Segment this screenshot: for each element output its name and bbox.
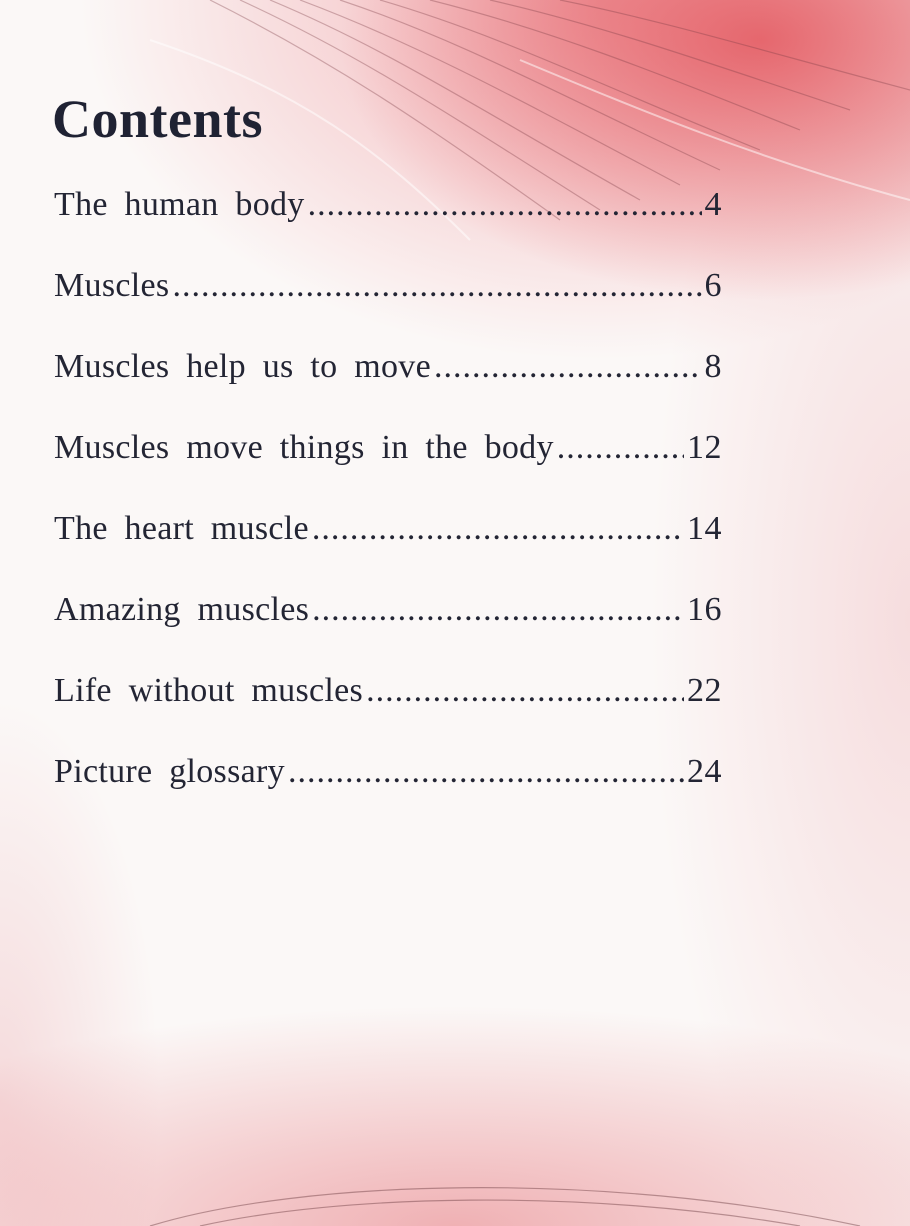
toc-entry-title: Muscles help us to move bbox=[54, 348, 431, 385]
toc-entry bbox=[54, 591, 722, 635]
toc-entry-title: Muscles move things in the body bbox=[54, 429, 554, 466]
toc-dot-leader bbox=[366, 672, 684, 710]
toc-entry bbox=[54, 510, 722, 554]
toc-entry bbox=[54, 267, 722, 311]
toc-dot-leader bbox=[308, 186, 702, 224]
toc-page-number: 4 bbox=[704, 186, 722, 223]
toc-page-number: 16 bbox=[687, 591, 722, 628]
toc-entry bbox=[54, 348, 722, 392]
toc-page-number: 8 bbox=[704, 348, 722, 385]
toc-dot-leader bbox=[288, 753, 684, 791]
toc-entry-title: The heart muscle bbox=[54, 510, 309, 547]
toc-entry-title: Amazing muscles bbox=[54, 591, 310, 628]
toc-page-number: 22 bbox=[687, 672, 722, 709]
toc-dot-leader bbox=[312, 591, 684, 629]
toc-page-number: 12 bbox=[687, 429, 722, 466]
toc-entry-title: Muscles bbox=[54, 267, 170, 304]
toc-page-number: 24 bbox=[687, 753, 722, 790]
toc-entry-title: Life without muscles bbox=[54, 672, 364, 709]
toc-entry bbox=[54, 429, 722, 473]
toc-page-number: 14 bbox=[687, 510, 722, 547]
toc-entry bbox=[54, 753, 722, 797]
toc-entry bbox=[54, 186, 722, 230]
toc-dot-leader bbox=[312, 510, 684, 548]
toc-entry bbox=[54, 672, 722, 716]
page-title: Contents bbox=[52, 89, 264, 149]
toc-page-number: 6 bbox=[704, 267, 722, 304]
toc-entry-title: Picture glossary bbox=[54, 753, 285, 790]
toc-dot-leader bbox=[557, 429, 684, 467]
toc-dot-leader bbox=[434, 348, 702, 386]
toc-entry-title: The human body bbox=[54, 186, 305, 223]
toc-dot-leader bbox=[172, 267, 701, 305]
